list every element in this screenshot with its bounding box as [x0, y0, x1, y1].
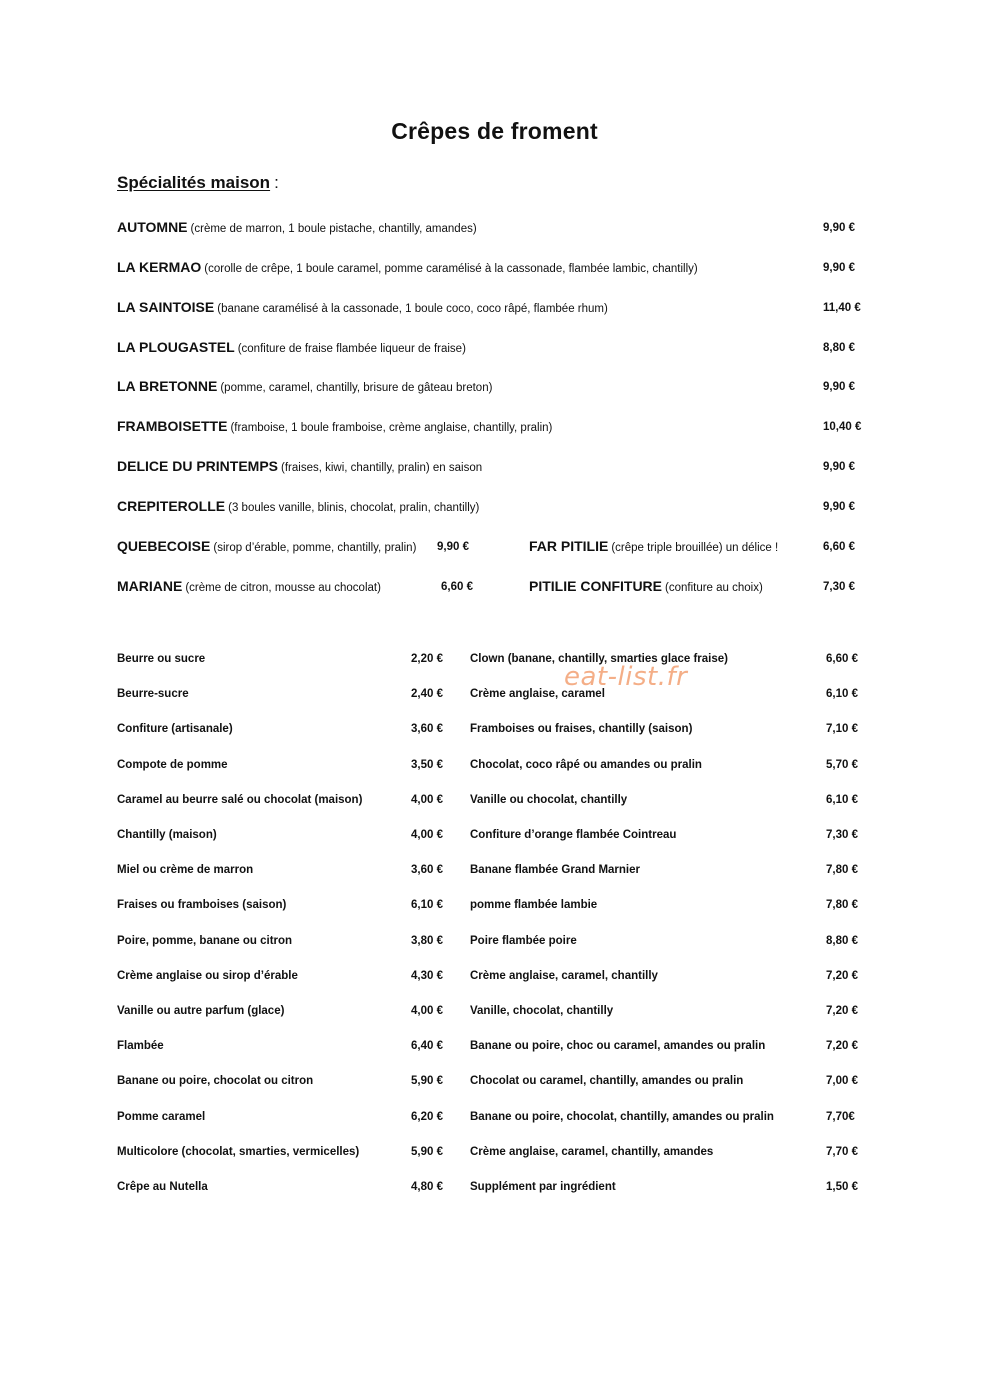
- specialites-heading-text: Spécialités maison: [117, 173, 271, 192]
- specialite-price: 9,90 €: [823, 381, 855, 393]
- menu-item-name: Crème anglaise, caramel: [470, 688, 605, 700]
- specialite-name: PITILIE CONFITURE: [529, 578, 662, 594]
- section-heading-specialites: [117, 173, 279, 193]
- page-title: Crêpes de froment: [391, 118, 598, 144]
- specialite-item: [117, 378, 492, 400]
- specialite-price: 9,90 €: [823, 262, 855, 274]
- menu-item-price: 3,50 €: [411, 759, 443, 771]
- menu-item-name: Banane ou poire, chocolat, chantilly, amandes ou pralin: [470, 1111, 774, 1123]
- menu-item-name: Chocolat, coco râpé ou amandes ou pralin: [470, 759, 702, 771]
- specialite-price: 10,40 €: [823, 421, 862, 433]
- menu-item-name: Confiture d’orange flambée Cointreau: [470, 829, 677, 841]
- menu-item-price: 7,20 €: [826, 970, 858, 982]
- specialite-price: 9,90 €: [437, 541, 469, 553]
- specialite-price: 9,90 €: [823, 222, 855, 234]
- menu-item-name: Banane ou poire, chocolat ou citron: [117, 1075, 314, 1087]
- watermark: eat-list.fr: [564, 662, 688, 692]
- menu-item-name: Supplément par ingrédient: [470, 1181, 616, 1193]
- menu-item-name: Beurre-sucre: [117, 688, 189, 700]
- menu-item-name: pomme flambée lambie: [470, 899, 598, 911]
- menu-item-name: Pomme caramel: [117, 1111, 206, 1123]
- specialite-description: (banane caramélisé à la cassonade, 1 boule coco, coco râpé, flambée rhum): [217, 303, 608, 315]
- menu-item-name: Flambée: [117, 1040, 164, 1052]
- menu-item-price: 4,80 €: [411, 1181, 443, 1193]
- specialite-description: (confiture au choix): [665, 582, 763, 594]
- specialite-description: (crème de marron, 1 boule pistache, chantilly, amandes): [190, 223, 477, 235]
- specialite-price: 7,30 €: [823, 581, 855, 593]
- menu-item-price: 7,30 €: [826, 829, 858, 841]
- menu-item-price: 3,60 €: [411, 723, 443, 735]
- menu-item-name: Chocolat ou caramel, chantilly, amandes ou pralin: [470, 1075, 744, 1087]
- menu-item-name: Vanille, chocolat, chantilly: [470, 1005, 614, 1017]
- specialite-item: [529, 538, 778, 556]
- specialites-heading-colon: :: [274, 173, 279, 192]
- specialite-item: [117, 498, 479, 520]
- menu-item-name: Poire flambée poire: [470, 935, 577, 947]
- menu-item-name: Miel ou crème de marron: [117, 864, 254, 876]
- specialite-name: LA BRETONNE: [117, 378, 218, 394]
- menu-item-name: Vanille ou chocolat, chantilly: [470, 794, 628, 806]
- specialite-price: 6,60 €: [441, 581, 473, 593]
- specialite-item: [117, 418, 552, 440]
- specialite-price: 8,80 €: [823, 342, 855, 354]
- specialite-name: LA PLOUGASTEL: [117, 339, 235, 355]
- menu-item-price: 1,50 €: [826, 1181, 858, 1193]
- menu-item-name: Crème anglaise, caramel, chantilly: [470, 970, 658, 982]
- menu-item-price: 3,80 €: [411, 935, 443, 947]
- menu-item-name: Beurre ou sucre: [117, 653, 206, 665]
- menu-item-name: Crème anglaise ou sirop d’érable: [117, 970, 298, 982]
- specialite-description: (pomme, caramel, chantilly, brisure de gâteau breton): [220, 382, 493, 394]
- menu-item-price: 5,90 €: [411, 1075, 443, 1087]
- menu-item-name: Multicolore (chocolat, smarties, vermicelles): [117, 1146, 360, 1158]
- specialite-item: [117, 458, 482, 480]
- specialite-description: (corolle de crêpe, 1 boule caramel, pomme caramélisé à la cassonade, flambée lambic, chantilly): [204, 263, 698, 275]
- menu-item-name: Banane flambée Grand Marnier: [470, 864, 640, 876]
- specialite-name: QUEBECOISE: [117, 538, 211, 554]
- menu-item-price: 5,90 €: [411, 1146, 443, 1158]
- menu-item-name: Framboises ou fraises, chantilly (saison): [470, 723, 693, 735]
- menu-item-name: Vanille ou autre parfum (glace): [117, 1005, 285, 1017]
- specialite-price: 11,40 €: [823, 302, 861, 314]
- specialite-description: (crêpe triple brouillée) un délice !: [611, 542, 779, 554]
- menu-item-name: Banane ou poire, choc ou caramel, amandes ou pralin: [470, 1040, 766, 1052]
- menu-item-name: Clown (banane, chantilly, smarties glace fraise): [470, 653, 728, 665]
- specialite-description: (sirop d’érable, pomme, chantilly, pralin): [213, 542, 417, 554]
- specialite-description: (confiture de fraise flambée liqueur de fraise): [237, 343, 466, 355]
- specialite-description: (crème de citron, mousse au chocolat): [185, 582, 381, 594]
- menu-item-price: 7,20 €: [826, 1005, 858, 1017]
- menu-item-name: Chantilly (maison): [117, 829, 217, 841]
- specialite-price: 9,90 €: [823, 501, 855, 513]
- menu-item-price: 6,20 €: [411, 1111, 443, 1123]
- menu-item-price: 4,00 €: [411, 794, 443, 806]
- menu-item-price: 7,20 €: [826, 1040, 858, 1052]
- menu-item-name: Fraises ou framboises (saison): [117, 899, 287, 911]
- menu-item-name: Confiture (artisanale): [117, 723, 233, 735]
- menu-item-price: 7,80 €: [826, 864, 858, 876]
- menu-item-price: 6,40 €: [411, 1040, 443, 1052]
- specialite-price: 6,60 €: [823, 541, 855, 553]
- specialite-description: (fraises, kiwi, chantilly, pralin) en saison: [281, 462, 483, 474]
- menu-item-price: 2,20 €: [411, 653, 443, 665]
- specialite-name: CREPITEROLLE: [117, 498, 226, 514]
- menu-item-name: Crème anglaise, caramel, chantilly, amandes: [470, 1146, 714, 1158]
- specialite-item: [117, 578, 381, 596]
- specialite-item: [117, 339, 466, 361]
- menu-item-price: 7,70 €: [826, 1146, 858, 1158]
- menu-item-price: 5,70 €: [826, 759, 858, 771]
- menu-item-price: 7,80 €: [826, 899, 858, 911]
- menu-item-price: 2,40 €: [411, 688, 443, 700]
- menu-item-price: 4,00 €: [411, 1005, 443, 1017]
- specialite-name: AUTOMNE: [117, 219, 188, 235]
- specialite-description: (3 boules vanille, blinis, chocolat, pralin, chantilly): [228, 502, 480, 514]
- specialite-name: LA SAINTOISE: [117, 299, 215, 315]
- menu-item-price: 3,60 €: [411, 864, 443, 876]
- menu-item-name: Caramel au beurre salé ou chocolat (maison): [117, 794, 363, 806]
- menu-item-price: 6,10 €: [411, 899, 443, 911]
- menu-item-price: 8,80 €: [826, 935, 858, 947]
- menu-item-price: 6,60 €: [826, 653, 858, 665]
- specialite-item: [117, 538, 416, 556]
- menu-item-price: 6,10 €: [826, 688, 858, 700]
- menu-item-price: 4,00 €: [411, 829, 443, 841]
- specialite-price: 9,90 €: [823, 461, 855, 473]
- menu-item-price: 6,10 €: [826, 794, 858, 806]
- menu-item-name: Crêpe au Nutella: [117, 1181, 208, 1193]
- specialite-item: [117, 299, 608, 321]
- menu-item-price: 4,30 €: [411, 970, 443, 982]
- specialite-name: FAR PITILIE: [529, 538, 609, 554]
- menu-item-name: Compote de pomme: [117, 759, 228, 771]
- specialite-item: [529, 578, 763, 596]
- specialite-name: MARIANE: [117, 578, 183, 594]
- menu-item-price: 7,10 €: [826, 723, 858, 735]
- menu-item-price: 7,00 €: [826, 1075, 858, 1087]
- specialite-item: [117, 259, 698, 281]
- menu-item-price: 7,70€: [826, 1111, 855, 1123]
- specialite-name: LA KERMAO: [117, 259, 202, 275]
- specialite-name: FRAMBOISETTE: [117, 418, 228, 434]
- specialite-item: [117, 219, 477, 241]
- specialite-name: DELICE DU PRINTEMPS: [117, 458, 279, 474]
- specialite-description: (framboise, 1 boule framboise, crème anglaise, chantilly, pralin): [230, 422, 553, 434]
- menu-item-name: Poire, pomme, banane ou citron: [117, 935, 293, 947]
